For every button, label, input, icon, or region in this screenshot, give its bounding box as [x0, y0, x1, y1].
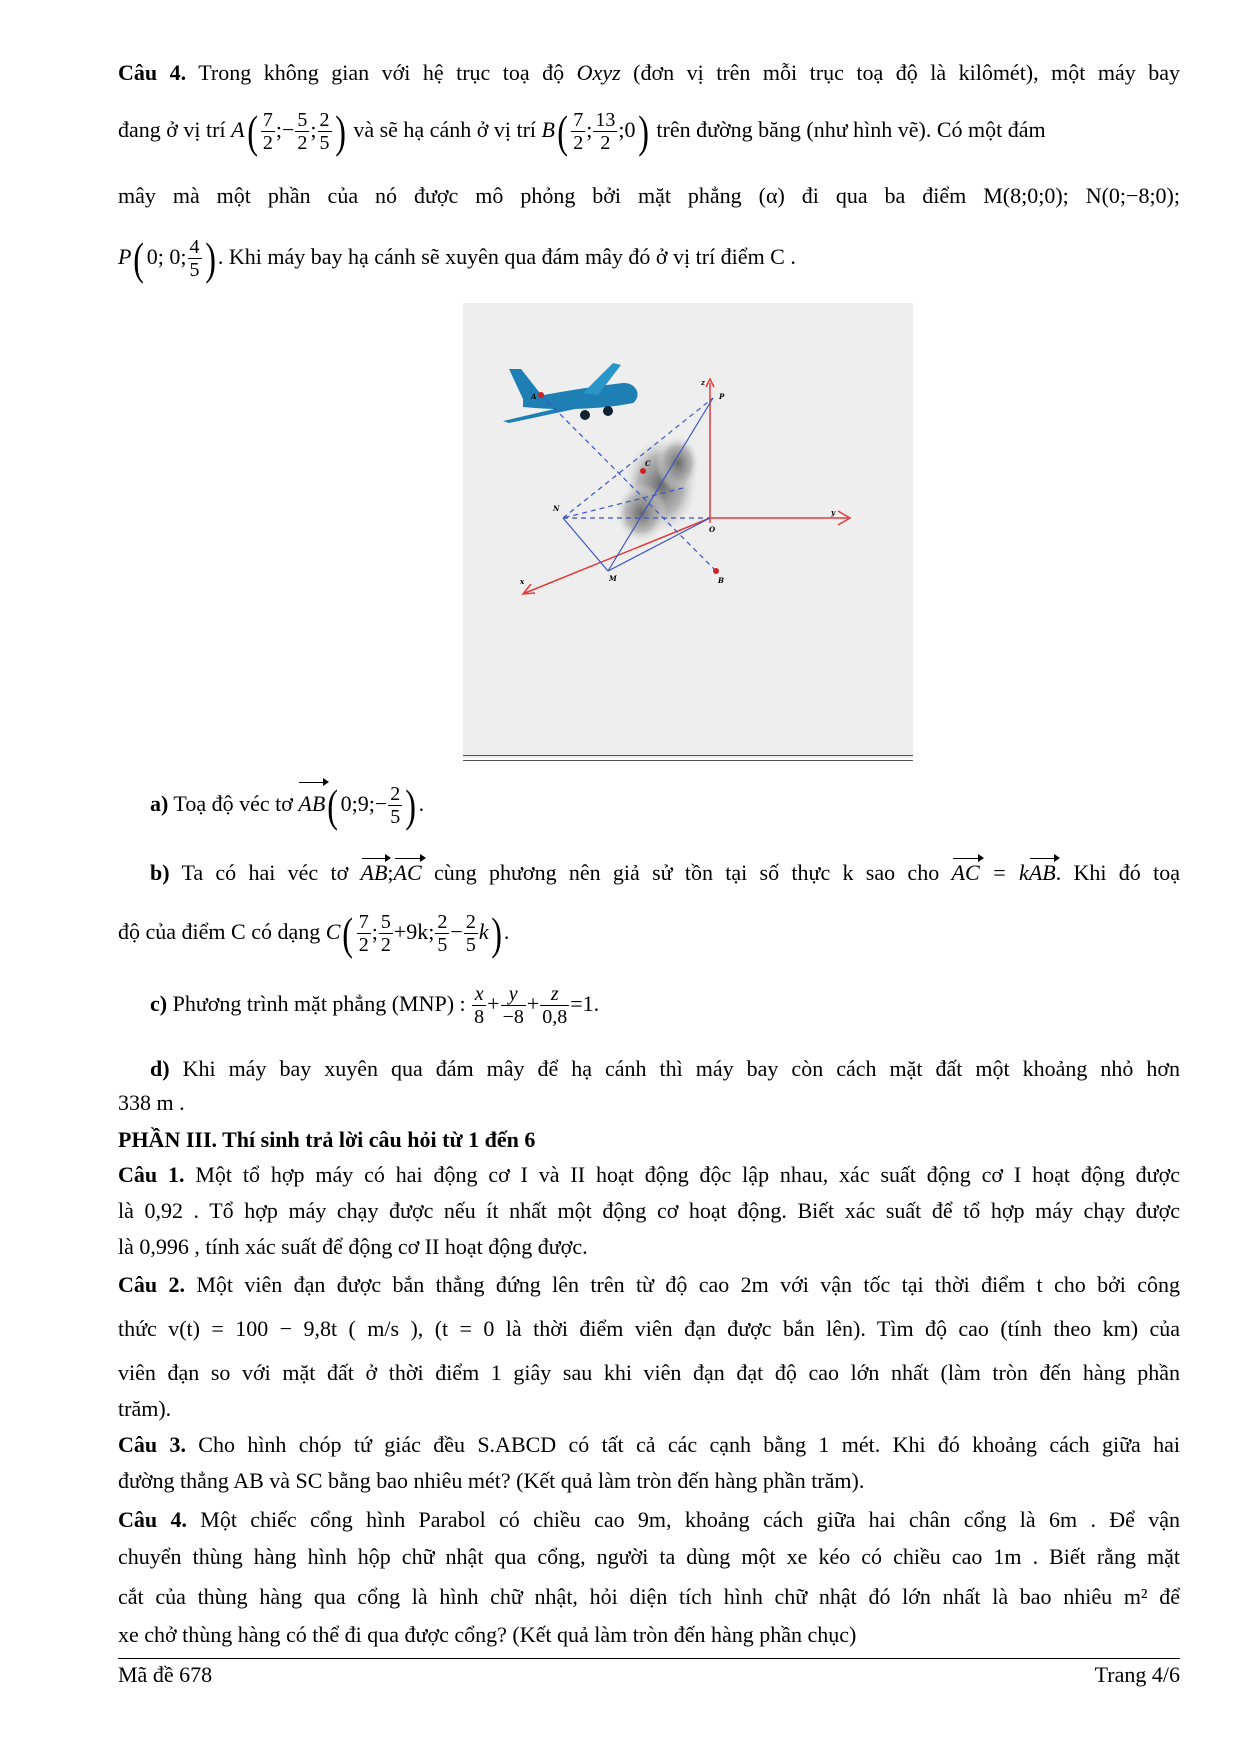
- q4-line-4: P( 0; 0; $\frac{4}{5}$ ) . Khi máy bay hạ cánh sẽ xuyên qua đám mây đó ở vị trí điểm C .: [118, 232, 796, 284]
- label-A: A: [531, 392, 537, 401]
- figure-rule-1: [463, 755, 913, 756]
- figure-rule-2: [463, 760, 913, 761]
- q4-line-3: mây mà một phần của nó được mô phỏng bởi mặt phẳng (α) đi qua ba điểm M(8;0;0); N(0;−8;0);: [118, 183, 1180, 208]
- label-z: z: [701, 378, 705, 387]
- frac: $\frac{2}{5}$: [390, 783, 401, 829]
- q4-line-1: Câu 4. Trong không gian với hệ trục toạ độ Oxyz (đơn vị trên mỗi trục toạ độ là kilômét), một máy bay: [118, 60, 1180, 85]
- diagram-svg: [463, 303, 913, 758]
- label-C: C: [645, 459, 651, 468]
- frac: $\frac{2}{5}$: [319, 109, 330, 155]
- label-B: B: [718, 576, 724, 585]
- c1-line-1: Câu 1. Một tổ hợp máy có hai động cơ I và II hoạt động độc lập nhau, xác suất động cơ I hoạt động được: [118, 1162, 1180, 1187]
- c4-line-3: cắt của thùng hàng qua cổng là hình chữ nhật, hỏi diện tích hình chữ nhật đó lớn nhất là bao nhiêu m² để: [118, 1584, 1180, 1609]
- label-x: x: [520, 577, 525, 586]
- frac: $\frac{13}{2}$: [595, 109, 616, 155]
- point-A: [538, 392, 544, 398]
- q4-line-2: đang ở vị trí A( $\frac{7}{2}$ ;− $\frac{5}{2}$ ; $\frac{2}{5}$ ) và sẽ hạ cánh ở vị trí B( $\frac{7}{2}$ ; $\frac{13}{2}$ ;0) trên đường băng (như hình vẽ). Có một đám: [118, 105, 1046, 157]
- c2-line-4: trăm).: [118, 1396, 172, 1421]
- part-b-line-2: độ của điểm C có dạng C( $\frac{7}{2}$ ; $\frac{5}{2}$ +9k; $\frac{2}{5}$ − $\frac{2}{5}$ k) .: [118, 907, 510, 959]
- c2-line-1: Câu 2. Một viên đạn được bắn thẳng đứng lên trên từ độ cao 2m với vận tốc tại thời điểm t cho bởi công: [118, 1272, 1181, 1297]
- c4-line-1: Câu 4. Một chiếc cổng hình Parabol có chiều cao 9m, khoảng cách giữa hai chân cổng là 6m . Để vận: [118, 1507, 1180, 1532]
- label-O: O: [709, 525, 716, 534]
- frac: $\frac{x}{8}$: [474, 983, 485, 1029]
- part-b-line-1: b) Ta có hai véc tơ AB;AC cùng phương nên giả sử tồn tại số thực k sao cho AC = kAB. Khi đó toạ: [150, 858, 1180, 888]
- frac: $\frac{7}{2}$: [573, 109, 584, 155]
- frac: $\frac{5}{2}$: [380, 911, 391, 957]
- c4-line-2: chuyển thùng hàng hình hộp chữ nhật qua cổng, người ta dùng một xe kéo có chiều cao 1m . Biết rằng mặt: [118, 1544, 1180, 1569]
- axis-y: [710, 511, 850, 525]
- frac: $\frac{2}{5}$: [465, 911, 476, 957]
- figure-airplane-diagram: [463, 303, 913, 758]
- c1-line-3: là 0,996 , tính xác suất để động cơ II hoạt động được.: [118, 1234, 588, 1259]
- c1-line-2: là 0,92 . Tổ hợp máy chạy được nếu ít nhất một động cơ hoạt động. Biết xác suất để tổ hợp máy chạy được: [118, 1198, 1180, 1223]
- c2-line-3: viên đạn so với mặt đất ở thời điểm 1 giây sau khi viên đạn đạt độ cao lớn nhất (làm tròn đến hàng phần: [118, 1360, 1180, 1385]
- airplane-icon: [503, 363, 638, 423]
- part-a: a) Toạ độ véc tơ AB( 0;9;− $\frac{2}{5}$ ) .: [150, 779, 425, 831]
- footer-rule: [118, 1658, 1180, 1659]
- part-d-line-2: 338 m .: [118, 1090, 185, 1115]
- part-c: c) Phương trình mặt phẳng (MNP) : $\frac{x}{8}$ + $\frac{y}{-8}$ + $\frac{z}{0,8}$ =1.: [150, 983, 600, 1029]
- footer-page-number: Trang 4/6: [1094, 1662, 1180, 1687]
- q4-label: Câu 4.: [118, 60, 187, 85]
- c2-line-2: thức v(t) = 100 − 9,8t ( m/s ), (t = 0 là thời điểm viên đạn được bắn lên). Tìm độ cao (tính theo km) của: [118, 1316, 1180, 1341]
- c3-line-1: Câu 3. Cho hình chóp tứ giác đều S.ABCD có tất cả các cạnh bằng 1 mét. Khi đó khoảng cách giữa hai: [118, 1432, 1181, 1457]
- footer-exam-code: Mã đề 678: [118, 1662, 213, 1687]
- label-P: P: [719, 392, 725, 401]
- frac: $\frac{4}{5}$: [189, 236, 200, 282]
- part3-heading: PHẦN III. Thí sinh trả lời câu hỏi từ 1 đến 6: [118, 1127, 536, 1152]
- frac: $\frac{y}{-8}$: [502, 983, 524, 1029]
- axis-z: [706, 379, 714, 523]
- frac: $\frac{2}{5}$: [437, 911, 448, 957]
- label-N: N: [553, 504, 560, 513]
- frac: $\frac{z}{0,8}$: [542, 983, 568, 1029]
- c4-line-4: xe chở thùng hàng có thể đi qua được cổng? (Kết quả làm tròn đến hàng phần chục): [118, 1622, 857, 1647]
- c3-line-2: đường thẳng AB và SC bằng bao nhiêu mét? (Kết quả làm tròn đến hàng phần trăm).: [118, 1468, 865, 1493]
- point-C: [640, 468, 646, 474]
- part-d-line-1: d) Khi máy bay xuyên qua đám mây để hạ cánh thì máy bay còn cách mặt đất một khoảng nhỏ hơn: [150, 1056, 1180, 1081]
- frac: $\frac{7}{2}$: [262, 109, 273, 155]
- label-y: y: [831, 508, 836, 517]
- frac: $\frac{5}{2}$: [297, 109, 308, 155]
- frac: $\frac{7}{2}$: [358, 911, 369, 957]
- label-M: M: [609, 574, 617, 583]
- point-B: [713, 568, 719, 574]
